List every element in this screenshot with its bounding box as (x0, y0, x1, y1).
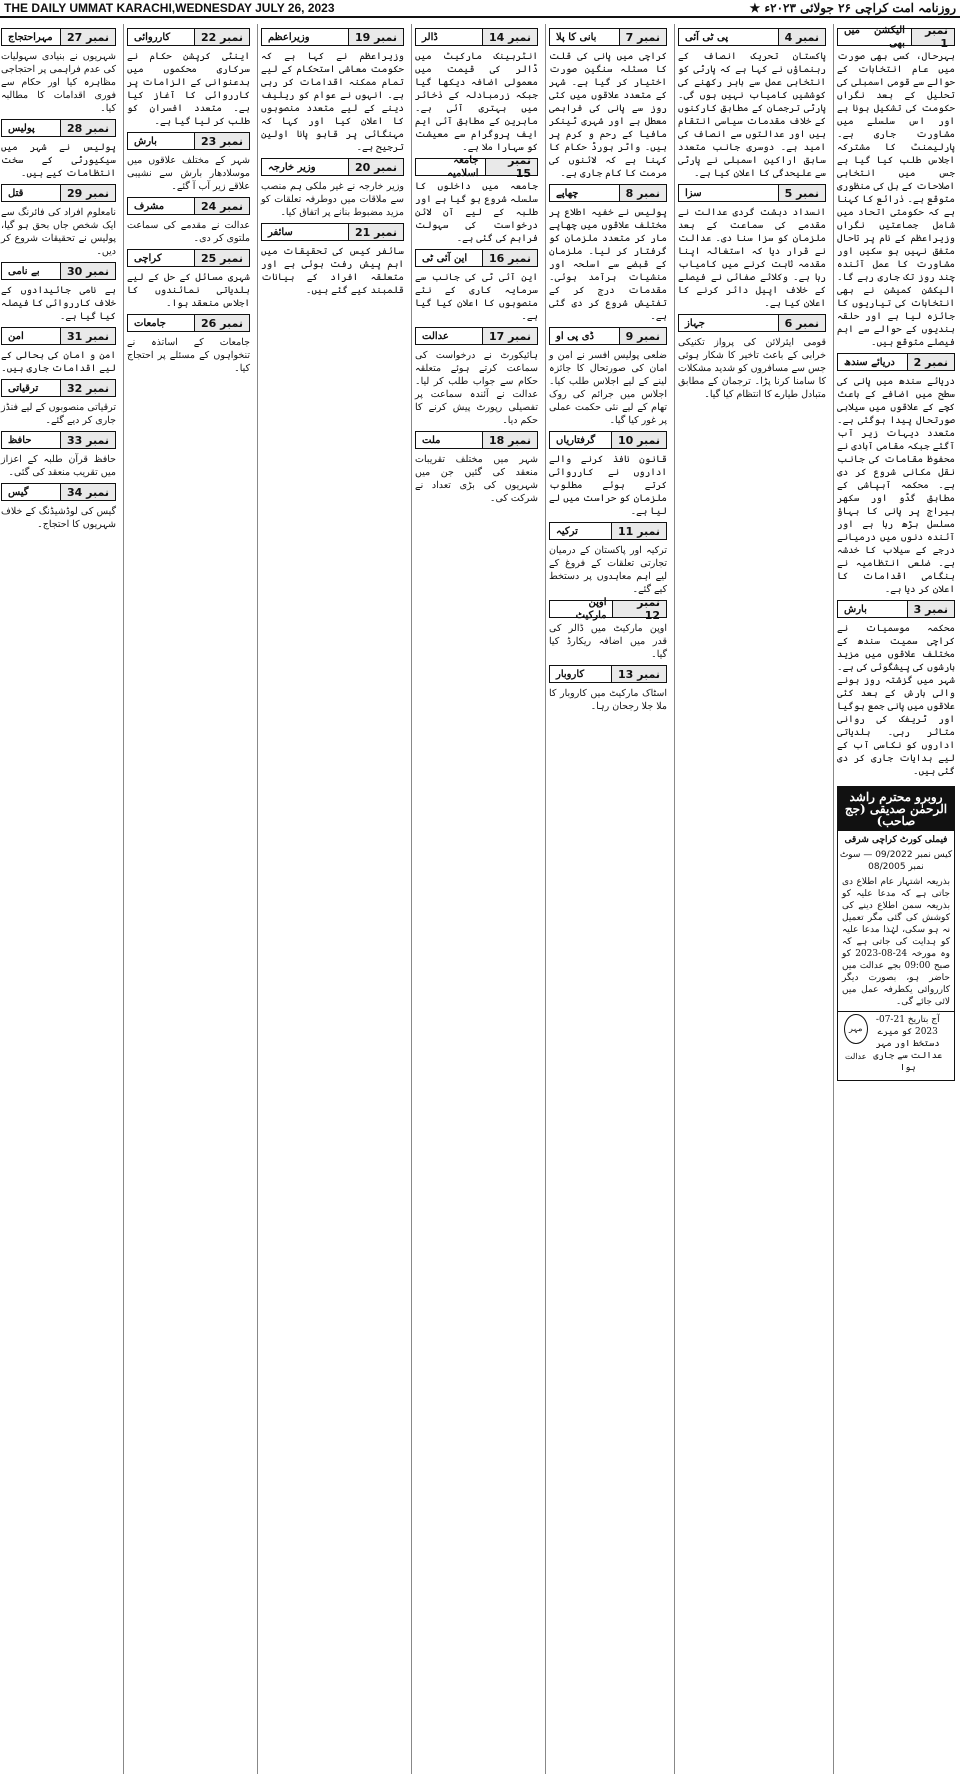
section-header (1, 483, 116, 501)
masthead (0, 0, 960, 18)
news-section (837, 353, 955, 596)
section-title: وزیراعظم (268, 31, 310, 43)
section-number: نمبر 18 (482, 432, 537, 448)
section-body: وزیراعظم نے کہا ہے کہ حکومت معاشی استحکام کے لیے تمام ممکنہ اقدامات کر رہی ہے۔ انہوں نے عوام کو ریلیف دینے کے لیے متعدد منصوبوں کا اعلان کیا اور کہا کہ مہنگائی پر قابو پانا اولین ترجیح ہے۔ (261, 51, 404, 153)
section-number: نمبر 7 (619, 29, 666, 45)
section-title: عدالت (422, 330, 449, 342)
news-column (123, 24, 253, 1774)
news-section (549, 327, 667, 427)
section-body: عدالت نے مقدمے کی سماعت ملتوی کر دی۔ (127, 220, 250, 244)
section-header (1, 431, 116, 449)
news-section (549, 431, 667, 518)
news-section (678, 184, 826, 310)
section-header (1, 262, 116, 280)
section-body: کراچی میں پانی کی قلت کا مسئلہ سنگین صورت اختیار کر گیا ہے۔ شہر کے متعدد علاقوں میں کئی روز سے پانی کی فراہمی معطل ہے اور شہری ٹینکر مافیا کے رحم و کرم پر ہیں۔ واٹر بورڈ حکام کا کہنا ہے کہ لائنوں کی مرمت کا کام جاری ہے۔ (549, 51, 667, 179)
news-section (127, 28, 250, 128)
section-body: جامعات کے اساتذہ نے تنخواہوں کے مسئلے پر احتجاج کیا۔ (127, 337, 250, 374)
news-section (1, 184, 116, 258)
section-number: نمبر 6 (778, 315, 825, 331)
section-number: نمبر 21 (348, 224, 403, 240)
news-column (0, 24, 119, 1774)
section-body: نامعلوم افراد کی فائرنگ سے ایک شخص جاں بحق ہو گیا، پولیس نے تحقیقات شروع کر دیں۔ (1, 207, 116, 257)
section-title: امن (8, 330, 24, 342)
section-title: مشرف (134, 200, 165, 212)
ad-body: بذریعہ اشتہار عام اطلاع دی جاتی ہے کہ مدعا علیہ کو بذریعہ سمن اطلاع دینے کی کوشش کی گئی مگر تعمیل نہ ہو سکی، لہٰذا مدعا علیہ کو ہدایت کی جاتی ہے کہ وہ مورخہ 24-08-2023 کو صبح 09:00 بجے عدالت میں حاضر ہو، بصورت دیگر کارروائی یکطرفہ عمل میں لائی جائے گی۔ (842, 877, 951, 1007)
ad-case-numbers: کیس نمبر 09/2022 — سوٹ نمبر 08/2005 (839, 850, 953, 872)
section-body: بے نامی جائیدادوں کے خلاف کارروائی کا فیصلہ کیا گیا ہے۔ (1, 285, 116, 322)
section-header (415, 249, 538, 267)
court-stamp-icon: مہر عدالت (844, 1014, 868, 1044)
section-title: وزیر خارجہ (268, 161, 316, 173)
news-column (833, 24, 958, 1774)
section-title: گیس (8, 486, 29, 498)
section-header (837, 353, 955, 371)
section-number: نمبر 25 (194, 250, 249, 266)
section-number: نمبر 33 (60, 432, 115, 448)
section-body: قومی ایئرلائن کی پرواز تکنیکی خرابی کے باعث تاخیر کا شکار ہوئی جس سے مسافروں کو شدید مشکلات کا سامنا کرنا پڑا۔ ترجمان کے مطابق متبادل طیارے کا انتظام کیا گیا۔ (678, 337, 826, 400)
section-number: نمبر 15 (485, 159, 537, 175)
section-body: امن و امان کی بحالی کے لیے اقدامات جاری ہیں۔ (1, 350, 116, 374)
news-section (549, 28, 667, 180)
section-header (549, 184, 667, 202)
section-title: چھاپے (556, 187, 579, 199)
section-body: پولیس نے شہر میں سیکیورٹی کے سخت انتظامات کیے ہیں۔ (1, 142, 116, 179)
section-title: بانی کا پلا (556, 31, 597, 43)
section-header (1, 28, 116, 46)
ad-title: روبرو محترم راشد الرحمٰن صدیقی (جج صاحب) (838, 787, 954, 831)
section-number: نمبر 16 (482, 250, 537, 266)
news-section (415, 431, 538, 505)
section-number: نمبر 3 (907, 601, 954, 617)
section-title: ڈی پی او (556, 330, 594, 342)
news-column (411, 24, 541, 1774)
section-number: نمبر 31 (60, 328, 115, 344)
section-header (261, 223, 404, 241)
news-section (127, 249, 250, 310)
section-header (261, 28, 404, 46)
section-title: جہاز (685, 317, 705, 329)
news-section (1, 431, 116, 479)
ad-subtitle: فیملی کورٹ کراچی شرقی (844, 835, 948, 845)
news-section (837, 600, 955, 778)
section-header (678, 314, 826, 332)
section-number: نمبر 11 (611, 523, 666, 539)
section-header (415, 431, 538, 449)
section-number: نمبر 1 (911, 29, 954, 45)
section-number: نمبر 27 (60, 29, 115, 45)
court-notice-ad (837, 786, 955, 1081)
news-section (1, 28, 116, 115)
section-body: ترکیہ اور پاکستان کے درمیان تجارتی تعلقات کے فروغ کے لیے اہم معاہدوں پر دستخط کیے گئے۔ (549, 545, 667, 595)
section-body: ضلعی پولیس افسر نے امن و امان کی صورتحال کا جائزہ لینے کے لیے اجلاس طلب کیا۔ اجلاس میں جرائم کی روک تھام کے لیے نئی حکمت عملی پر غور کیا گیا۔ (549, 350, 667, 426)
section-body: اوپن مارکیٹ میں ڈالر کی قدر میں اضافہ ریکارڈ کیا گیا۔ (549, 623, 667, 660)
section-number: نمبر 28 (60, 120, 115, 136)
section-body: این آئی ٹی کی جانب سے سرمایہ کاری کے نئے منصوبوں کا اعلان کیا گیا ہے۔ (415, 272, 538, 322)
section-body: انٹربینک مارکیٹ میں ڈالر کی قیمت میں معمولی اضافہ دیکھا گیا جبکہ زرمبادلہ کے ذخائر میں بہتری آئی ہے۔ ماہرین کے مطابق آئی ایم ایف پروگرام سے معیشت کو سہارا ملا ہے۔ (415, 51, 538, 153)
news-section (261, 158, 404, 219)
section-header (127, 132, 250, 150)
news-section (415, 327, 538, 427)
section-number: نمبر 9 (619, 328, 666, 344)
news-section (549, 184, 667, 323)
section-title: بے نامی (8, 265, 40, 277)
news-column (257, 24, 407, 1774)
section-header (549, 596, 667, 622)
section-body: اینٹی کرپشن حکام نے سرکاری محکموں میں بدعنوانی کے الزامات پر کارروائی کا آغاز کیا ہے۔ متعدد افسران کو طلب کر لیا گیا ہے۔ (127, 51, 250, 127)
section-number: نمبر 22 (194, 29, 249, 45)
news-section (415, 249, 538, 323)
section-title: جامعہ اسلامیہ (447, 155, 479, 179)
news-section (261, 28, 404, 154)
section-title: ترقیاتی (8, 382, 39, 394)
section-title: پولیس (8, 122, 35, 134)
news-section (127, 197, 250, 245)
section-number: نمبر 20 (348, 159, 403, 175)
section-number: نمبر 32 (60, 380, 115, 396)
section-header (549, 28, 667, 46)
newspaper-page (0, 24, 960, 1774)
news-section (415, 154, 538, 245)
section-header (127, 28, 250, 46)
section-title: این آئی ٹی (422, 252, 468, 264)
section-body: انسداد دہشت گردی عدالت نے مقدمے کی سماعت کے بعد ملزمان کو سزا سنا دی۔ عدالت نے قرار دیا کہ استغاثہ اپنا مقدمہ ثابت کرنے میں کامیاب رہا ہے۔ وکلائے صفائی نے فیصلے کے خلاف اپیل دائر کرنے کا اعلان کیا ہے۔ (678, 207, 826, 309)
section-header (837, 600, 955, 618)
news-section (549, 665, 667, 713)
section-number: نمبر 19 (348, 29, 403, 45)
section-title: بارش (134, 135, 157, 147)
news-section (127, 132, 250, 193)
section-body: دریائے سندھ میں پانی کی سطح میں اضافے کے باعث کچے کے علاقوں میں سیلابی صورتحال پیدا ہوگئی ہے۔ متعدد دیہات زیر آب آگئے جبکہ مقامی آبادی نے محفوظ مقامات کی جانب نقل مکانی شروع کر دی ہے۔ محکمہ آبپاشی کے مطابق گڈو اور سکھر بیراج پر پانی کا بہاؤ مسلسل بڑھ رہا ہے اور آئندہ دنوں میں درمیانے درجے کے سیلاب کا خدشہ ہے۔ ضلعی انتظامیہ نے ہنگامی اقدامات کا اعلان کر دیا ہے۔ (837, 376, 955, 595)
section-body: گیس کی لوڈشیڈنگ کے خلاف شہریوں کا احتجاج۔ (1, 506, 116, 530)
section-number: نمبر 5 (778, 185, 825, 201)
section-title: الیکشن میں بھی (844, 25, 905, 49)
section-number: نمبر 29 (60, 185, 115, 201)
section-title: پی ٹی آئی (685, 31, 729, 43)
section-body: بہرحال، کسی بھی صورت میں عام انتخابات کے حوالے سے قومی اسمبلی کی تحلیل کے بعد نگراں حکومت کی تشکیل ہونا ہے اور اس سلسلے میں مشاورت جاری ہے۔ پارلیمنٹ کا مشترکہ اجلاس طلب کیا گیا ہے جس میں انتخابی اصلاحات کے بل کی منظوری متوقع ہے۔ ذرائع کا کہنا ہے کہ حکومتی اتحاد میں شامل جماعتیں نگراں وزیراعظم کے نام پر تاحال متفق نہیں ہو سکیں اور مشاورت کا عمل آئندہ چند روز تک جاری رہے گا۔ الیکشن کمیشن نے بھی انتخابات کی تیاریوں کا جائزہ لیا ہے اور حلقہ بندیوں کے حوالے سے اہم فیصلے متوقع ہیں۔ (837, 51, 955, 348)
ad-footer (838, 1011, 954, 1076)
section-title: کراچی (134, 252, 162, 264)
news-section (549, 522, 667, 596)
news-section (678, 314, 826, 401)
section-number: نمبر 12 (612, 601, 666, 617)
section-body: اسٹاک مارکیٹ میں کاروبار کا ملا جلا رجحان رہا۔ (549, 688, 667, 712)
section-number: نمبر 14 (482, 29, 537, 45)
news-section (678, 28, 826, 180)
section-body: جامعہ میں داخلوں کا سلسلہ شروع ہو گیا ہے اور طلبہ کے لیے آن لائن درخواست کی سہولت فراہم کی گئی ہے۔ (415, 181, 538, 244)
section-header (127, 314, 250, 332)
section-header (127, 197, 250, 215)
section-header (415, 154, 538, 180)
section-number: نمبر 10 (611, 432, 666, 448)
section-header (1, 119, 116, 137)
section-body: ہائیکورٹ نے درخواست کی سماعت کرتے ہوئے متعلقہ حکام سے جواب طلب کر لیا۔ عدالت نے آئندہ سماعت پر تفصیلی رپورٹ پیش کرنے کا حکم دیا۔ (415, 350, 538, 426)
news-section (1, 327, 116, 375)
section-title: ترکیہ (556, 525, 578, 537)
star-icon: ★ (749, 1, 761, 15)
news-section (837, 24, 955, 349)
masthead-english: THE DAILY UMMAT KARACHI,WEDNESDAY JULY 26, 2023 (4, 1, 335, 15)
section-header (549, 327, 667, 345)
news-section (1, 119, 116, 180)
section-body: حافظ قرآن طلبہ کے اعزاز میں تقریب منعقد کی گئی۔ (1, 454, 116, 478)
section-number: نمبر 34 (60, 484, 115, 500)
section-number: نمبر 24 (194, 198, 249, 214)
section-title: سزا (685, 187, 702, 199)
section-number: نمبر 26 (194, 315, 249, 331)
section-number: نمبر 17 (482, 328, 537, 344)
ad-footer-text: آج بتاریخ 21-07-2023 کو میرے دستخط اور مہر عدالت سے جاری ہوا (873, 1015, 943, 1073)
section-body: شہریوں نے بنیادی سہولیات کی عدم فراہمی پر احتجاجی مظاہرہ کیا اور حکام سے فوری اقدامات کا مطالبہ کیا۔ (1, 51, 116, 114)
masthead-urdu-text: روزنامہ امت کراچی ۲۶ جولائی ۲۰۲۳ء (764, 1, 956, 15)
section-title: قتل (8, 187, 24, 199)
news-section (261, 223, 404, 297)
section-body: شہر میں مختلف تقریبات منعقد کی گئیں جن میں شہریوں کی بڑی تعداد نے شرکت کی۔ (415, 454, 538, 504)
section-title: گرفتاریاں (556, 434, 596, 446)
section-body: محکمہ موسمیات نے کراچی سمیت سندھ کے مختلف علاقوں میں مزید بارشوں کی پیشگوئی کی ہے۔ شہر میں گزشتہ روز ہونے والی بارش کے بعد کئی علاقوں میں پانی جمع ہوگیا اور ٹریفک کی روانی متاثر رہی۔ بلدیاتی اداروں کو نکاسی آب کے لیے ہدایات جاری کر دی گئی ہیں۔ (837, 623, 955, 777)
section-header (1, 379, 116, 397)
section-header (837, 24, 955, 50)
news-section (549, 596, 667, 661)
section-body: شہری مسائل کے حل کے لیے بلدیاتی نمائندوں کا اجلاس منعقد ہوا۔ (127, 272, 250, 309)
section-number: نمبر 2 (907, 354, 954, 370)
section-body: ترقیاتی منصوبوں کے لیے فنڈز جاری کر دیے گئے۔ (1, 402, 116, 426)
section-header (261, 158, 404, 176)
section-title: اوپن مارکیٹ (575, 597, 607, 621)
section-title: بارش (844, 603, 867, 615)
section-title: جامعات (134, 317, 166, 329)
section-body: قانون نافذ کرنے والے اداروں نے کارروائی کرتے ہوئے مطلوب ملزمان کو حراست میں لے لیا ہے۔ (549, 454, 667, 517)
section-header (549, 522, 667, 540)
section-title: حافظ (8, 434, 32, 446)
section-number: نمبر 4 (778, 29, 825, 45)
news-column (545, 24, 670, 1774)
section-header (549, 431, 667, 449)
section-number: نمبر 13 (611, 666, 666, 682)
section-body: پاکستان تحریک انصاف کے رہنماؤں نے کہا ہے کہ پارٹی کو انتخابی عمل سے باہر رکھنے کی کوششیں کامیاب نہیں ہوں گی۔ پارٹی ترجمان کے مطابق کارکنوں کے خلاف مقدمات سیاسی انتقام ہیں اور عدالتوں سے انصاف کی امید ہے۔ دوسری جانب متعدد سابق اراکین اسمبلی نے پارٹی سے علیحدگی کا اعلان کیا ہے۔ (678, 51, 826, 179)
news-column (674, 24, 829, 1774)
masthead-urdu (746, 1, 956, 15)
section-body: وزیر خارجہ نے غیر ملکی ہم منصب سے ملاقات میں دوطرفہ تعلقات کو مزید مضبوط بنانے پر اتفاق کیا۔ (261, 181, 404, 218)
news-section (1, 483, 116, 531)
section-header (678, 184, 826, 202)
section-header (127, 249, 250, 267)
section-header (1, 184, 116, 202)
section-title: مہراحتجاج (8, 31, 53, 43)
section-body: پولیس نے خفیہ اطلاع پر مختلف علاقوں میں چھاپے مار کر متعدد ملزمان کو گرفتار کر لیا۔ ملزمان کے قبضے سے اسلحہ اور منشیات برآمد ہوئی۔ مقدمات درج کر کے تفتیش شروع کر دی گئی ہے۔ (549, 207, 667, 322)
section-header (415, 327, 538, 345)
section-number: نمبر 23 (194, 133, 249, 149)
section-title: سائفر (268, 226, 293, 238)
section-title: کارروائی (134, 31, 171, 43)
section-number: نمبر 30 (60, 263, 115, 279)
section-number: نمبر 8 (619, 185, 666, 201)
section-header (1, 327, 116, 345)
section-title: ڈالر (422, 31, 438, 43)
news-section (127, 314, 250, 375)
section-title: کاروبار (556, 668, 585, 680)
section-title: ملت (422, 434, 441, 446)
section-title: دریائے سندھ (844, 356, 895, 368)
section-header (415, 28, 538, 46)
news-section (415, 28, 538, 154)
section-body: شہر کے مختلف علاقوں میں موسلادھار بارش سے نشیبی علاقے زیر آب آ گئے۔ (127, 155, 250, 192)
section-header (549, 665, 667, 683)
section-header (678, 28, 826, 46)
news-section (1, 379, 116, 427)
section-body: سائفر کیس کی تحقیقات میں اہم پیش رفت ہوئی ہے اور متعلقہ افراد کے بیانات قلمبند کیے گئے ہیں۔ (261, 246, 404, 296)
news-section (1, 262, 116, 323)
